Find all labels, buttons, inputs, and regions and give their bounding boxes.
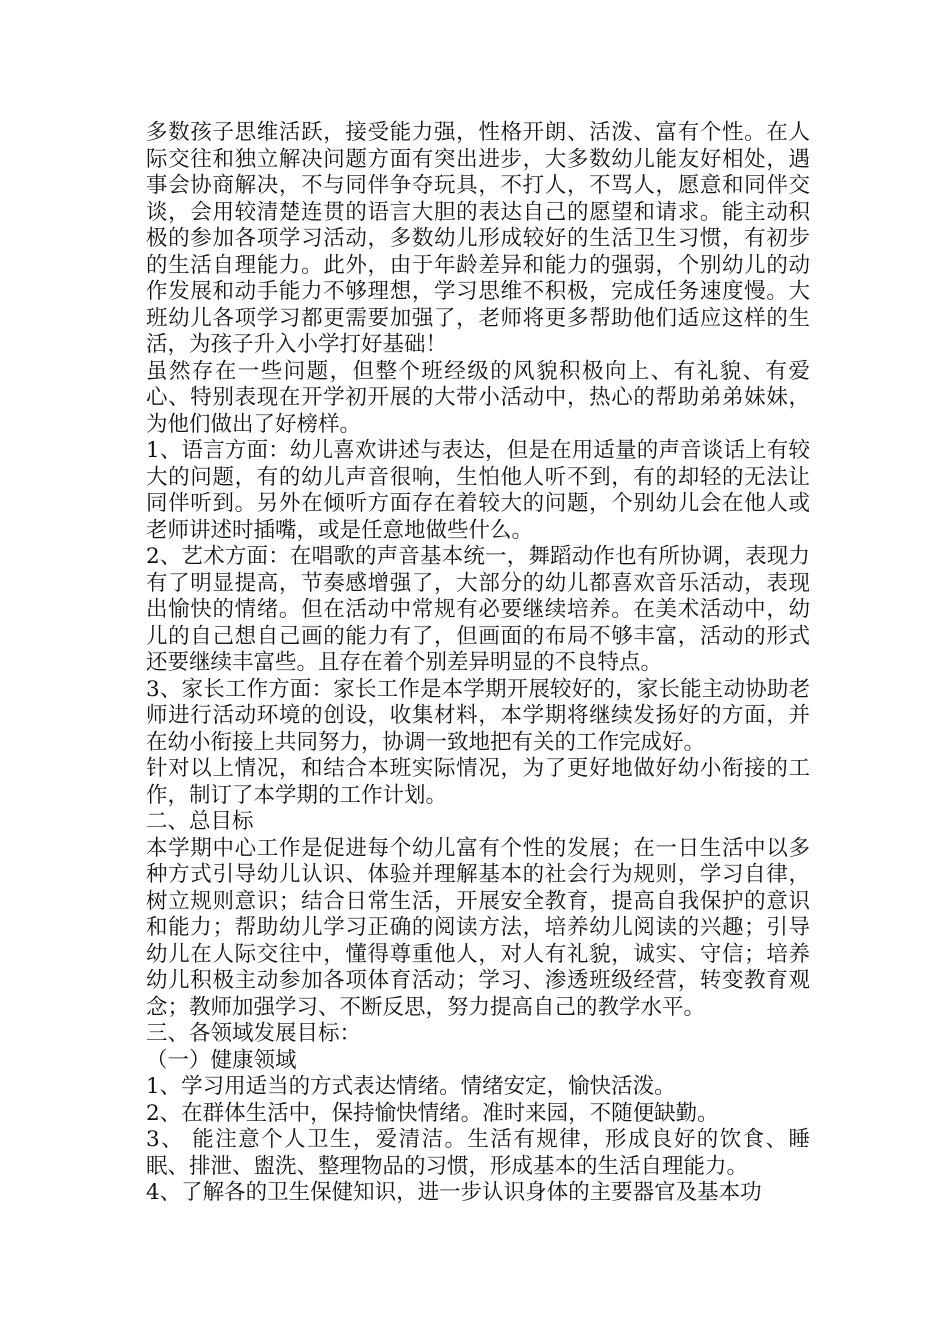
list-item-health-3: 3、 能注意个人卫生，爱清洁。生活有规律，形成良好的饮食、睡眠、排泄、盥洗、整理物品的习惯，形成基本的生活自理能力。 xyxy=(146,1127,810,1179)
paragraph-art: 2、艺术方面：在唱歌的声音基本统一，舞蹈动作也有所协调，表现力有了明显提高，节奏感增强了，大部分的幼儿都喜欢音乐活动，表现出愉快的情绪。但在活动中常规有必要继续培养。在美术活动中，幼儿的自己想自己画的能力有了，但画面的布局不够丰富，活动的形式还要继续丰富些。且存在着个别差异明显的不良特点。 xyxy=(146,544,810,675)
list-item-health-2: 2、在群体生活中，保持愉快情绪。准时来园，不随便缺勤。 xyxy=(146,1100,719,1126)
paragraph-language: 1、语言方面：幼儿喜欢讲述与表达，但是在用适量的声音谈话上有较大的问题，有的幼儿声音很响，生怕他人听不到，有的却轻的无法让同伴听到。另外在倾听方面存在着较大的问题，个别幼儿会在他人或老师讲述时插嘴，或是任意地做些什么。 xyxy=(146,438,810,543)
list-item-health-1: 1、学习用适当的方式表达情绪。情绪安定，愉快活泼。 xyxy=(146,1074,676,1099)
heading-general-goals: 二、总目标 xyxy=(146,809,254,834)
paragraph-general-goals: 本学期中心工作是促进每个幼儿富有个性的发展；在一日生活中以多种方式引导幼儿认识、体验并理解基本的社会行为规则，学习自律，树立规则意识；结合日常生活，开展安全教育，提高自我保护的意识和能力；帮助幼儿学习正确的阅读方法，培养幼儿阅读的兴趣；引导幼儿在人际交往中，懂得尊重他人，对人有礼貌，诚实、守信；培养幼儿积极主动参加各项体育活动；学习、渗透班级经营，转变教育观念；教师加强学习、不断反思，努力提高自己的教学水平。 xyxy=(146,835,810,1020)
list-item-health-4: 4、了解各的卫生保健知识，进一步认识身体的主要器官及基本功 xyxy=(146,1180,762,1205)
document-body xyxy=(146,120,810,1207)
paragraph-plan-intro: 针对以上情况，和结合本班实际情况，为了更好地做好幼小衔接的工作，制订了本学期的工作计划。 xyxy=(146,756,810,808)
paragraph-class-atmosphere: 虽然存在一些问题，但整个班经级的风貌积极向上、有礼貌、有爱心、特别表现在开学初开展的大带小活动中，热心的帮助弟弟妹妹，为他们做出了好榜样。 xyxy=(146,358,810,437)
paragraph-class-overview: 多数孩子思维活跃，接受能力强，性格开朗、活泼、富有个性。在人际交往和独立解决问题方面有突出进步，大多数幼儿能友好相处，遇事会协商解决，不与同伴争夺玩具，不打人，不骂人，愿意和同伴交谈，会用较清楚连贯的语言大胆的表达自己的愿望和请求。能主动积极的参加各项学习活动，多数幼儿形成较好的生活卫生习惯，有初步的生活自理能力。此外，由于年龄差异和能力的强弱，个别幼儿的动作发展和动手能力不够理想，学习思维不积极，完成任务速度慢。大班幼儿各项学习都更需要加强了，老师将更多帮助他们适应这样的生活，为孩子升入小学打好基础！ xyxy=(146,120,810,357)
heading-domain-goals: 三、各领域发展目标： xyxy=(146,1021,362,1046)
heading-health-domain: （一）健康领域 xyxy=(146,1047,297,1073)
paragraph-parent-work: 3、家长工作方面：家长工作是本学期开展较好的，家长能主动协助老师进行活动环境的创设，收集材料，本学期将继续发扬好的方面，并在幼小衔接上共同努力，协调一致地把有关的工作完成好。 xyxy=(146,676,810,755)
